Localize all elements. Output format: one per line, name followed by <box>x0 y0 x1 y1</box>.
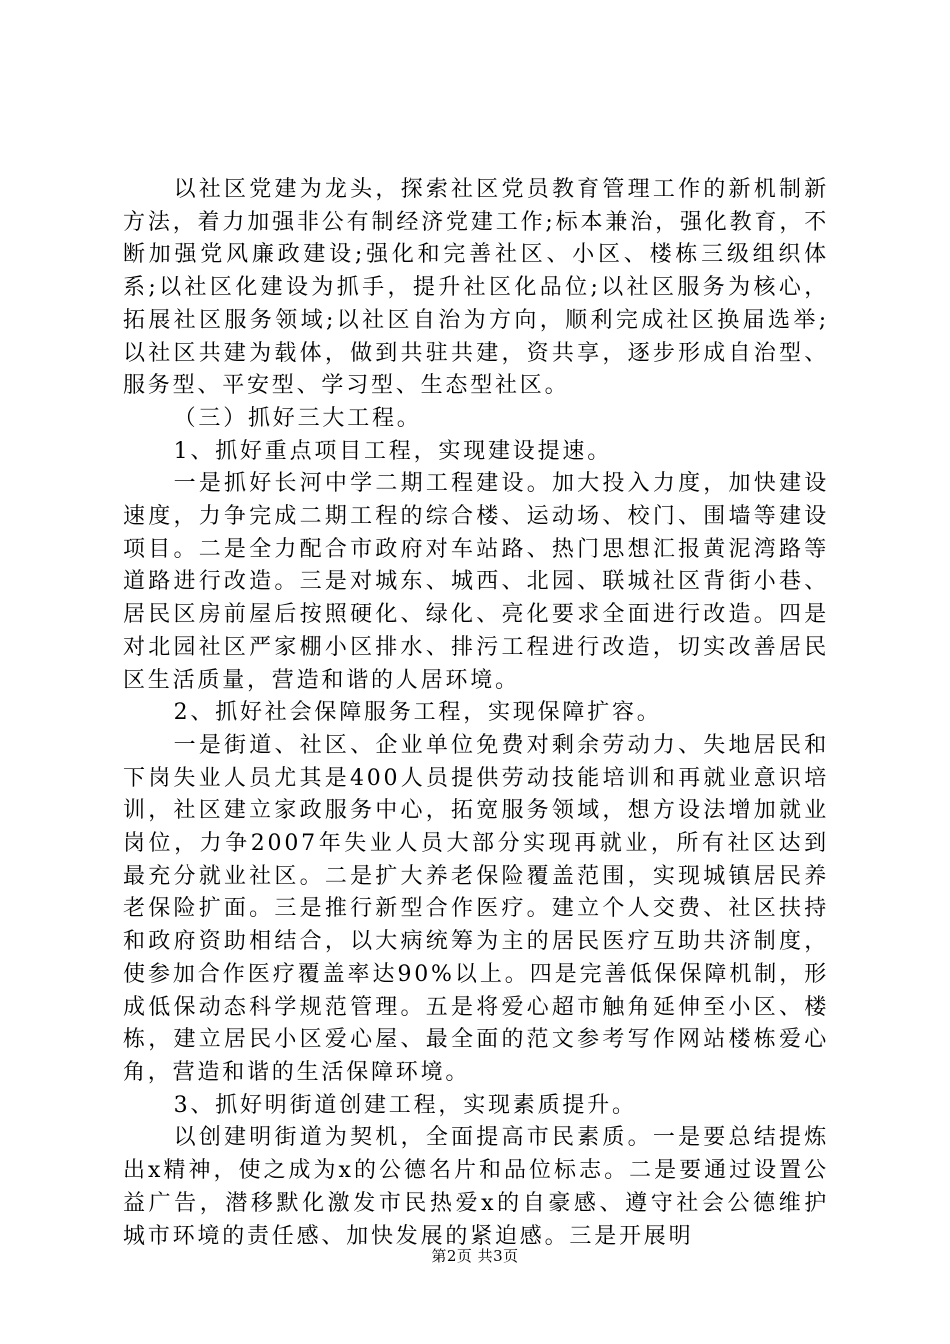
page-number-footer: 第2页 共3页 <box>431 1247 519 1265</box>
paragraph-civilized-street: 以创建明街道为契机，全面提高市民素质。一是要总结提炼出x精神，使之成为x的公德名片和品位标志。二是要通过设置公益广告，潜移默化激发市民热爱x的自豪感、遵守社会公德维护城市环境的责任感、加快发展的紧迫感。三是开展明 <box>123 1125 829 1249</box>
paragraph-social-security: 一是街道、社区、企业单位免费对剩余劳动力、失地居民和下岗失业人员尤其是400人员提供劳动技能培训和再就业意识培训，社区建立家政服务中心，拓宽服务领域，想方设法增加就业岗位，力争2007年失业人员大部分实现再就业，所有社区达到最充分就业社区。二是扩大养老保险覆盖范围，实现城镇居民养老保险扩面。三是推行新型合作医疗。建立个人交费、社区扶持和政府资助相结合，以大病统筹为主的居民医疗互助共济制度，使参加合作医疗覆盖率达90%以上。四是完善低保保障机制，形成低保动态科学规范管理。五是将爱心超市触角延伸至小区、楼栋，建立居民小区爱心屋、最全面的范文参考写作网站楼栋爱心角，营造和谐的生活保障环境。 <box>123 732 829 1085</box>
subheading-social-security: 2、抓好社会保障服务工程，实现保障扩容。 <box>173 700 662 726</box>
heading-three-projects: （三）抓好三大工程。 <box>173 405 422 431</box>
document-body <box>123 174 829 1253</box>
subheading-civilized-street: 3、抓好明街道创建工程，实现素质提升。 <box>173 1092 637 1118</box>
subheading-key-projects: 1、抓好重点项目工程，实现建设提速。 <box>173 438 612 464</box>
paragraph-community-party-building: 以社区党建为龙头，探索社区党员教育管理工作的新机制新方法，着力加强非公有制经济党建工作;标本兼治，强化教育，不断加强党风廉政建设;强化和完善社区、小区、楼栋三级组织体系;以社区化建设为抓手，提升社区化品位;以社区服务为核心，拓展社区服务领域;以社区自治为方向，顺利完成社区换届选举;以社区共建为载体，做到共驻共建，资共享，逐步形成自治型、服务型、平安型、学习型、生态型社区。 <box>123 177 829 399</box>
paragraph-key-projects: 一是抓好长河中学二期工程建设。加大投入力度，加快建设速度，力争完成二期工程的综合楼、运动场、校门、围墙等建设项目。二是全力配合市政府对车站路、热门思想汇报黄泥湾路等道路进行改造。三是对城东、城西、北园、联城社区背街小巷、居民区房前屋后按照硬化、绿化、亮化要求全面进行改造。四是对北园社区严家棚小区排水、排污工程进行改造，切实改善居民区生活质量，营造和谐的人居环境。 <box>123 471 829 693</box>
